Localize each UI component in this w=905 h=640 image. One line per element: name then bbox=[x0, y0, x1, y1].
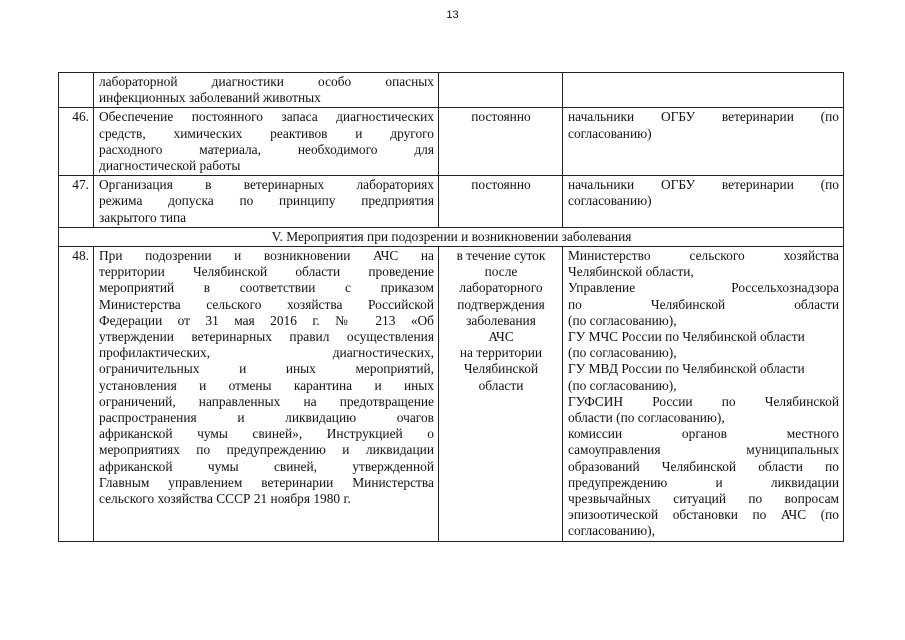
measure-cell bbox=[94, 247, 439, 542]
term-line: в течение суток bbox=[456, 248, 546, 264]
measure-line: расходного материала, необходимого для bbox=[99, 141, 434, 157]
responsible-line: согласованию) bbox=[568, 193, 652, 209]
measure-line: ограничений, направленных на предотвращение bbox=[99, 393, 434, 409]
responsible-line: по Челябинской области bbox=[568, 296, 839, 312]
term-line: на территории bbox=[459, 345, 543, 361]
responsible-line: области (по согласованию), bbox=[568, 410, 725, 426]
measure-line: Обеспечение постоянного запаса диагностических bbox=[99, 109, 434, 125]
measure-line: территории Челябинской области проведение bbox=[99, 264, 434, 280]
table-row-continuation bbox=[59, 73, 844, 108]
responsible-line: ГУ МВД России по Челябинской области bbox=[568, 361, 805, 377]
table-row bbox=[59, 108, 844, 176]
term-cell bbox=[439, 247, 563, 542]
measure-line: инфекционных заболеваний животных bbox=[99, 90, 321, 106]
term-line: подтверждения bbox=[457, 296, 545, 312]
measure-cell bbox=[94, 176, 439, 228]
responsible-line: ГУФСИН России по Челябинской bbox=[568, 393, 839, 409]
measure-cell bbox=[94, 73, 439, 108]
measure-line: сельского хозяйства СССР 21 ноября 1980 г. bbox=[99, 491, 351, 507]
term-line: области bbox=[478, 377, 524, 393]
measure-line: мероприятий в соответствии с приказом bbox=[99, 280, 434, 296]
measure-line: лабораторной диагностики особо опасных bbox=[99, 74, 434, 89]
row-number: 48. bbox=[59, 247, 94, 542]
responsible-line: (по согласованию), bbox=[568, 377, 677, 393]
responsible-line: Челябинской области, bbox=[568, 264, 694, 280]
responsible-line: начальники ОГБУ ветеринарии (по bbox=[568, 109, 839, 125]
term-line: Челябинской bbox=[463, 361, 539, 377]
responsible-line: Управление Россельхознадзора bbox=[568, 280, 839, 296]
responsible-line: эпизоотической обстановки по АЧС (по bbox=[568, 507, 839, 523]
section-header-row bbox=[59, 227, 844, 246]
measure-cell bbox=[94, 108, 439, 176]
term-line: лабораторного bbox=[459, 280, 543, 296]
responsible-line: начальники ОГБУ ветеринарии (по bbox=[568, 177, 839, 193]
responsible-line: согласованию), bbox=[568, 523, 655, 539]
measure-line: установления и отмены карантина и иных bbox=[99, 377, 434, 393]
term-cell: постоянно bbox=[439, 176, 563, 228]
responsible-cell bbox=[563, 176, 844, 228]
term-line: АЧС bbox=[488, 329, 514, 345]
measures-table bbox=[58, 72, 844, 542]
measure-line: Министерства сельского хозяйства Российской bbox=[99, 296, 434, 312]
term-line: после bbox=[484, 264, 518, 280]
term-cell: постоянно bbox=[439, 108, 563, 176]
responsible-line: чрезвычайных ситуаций по вопросам bbox=[568, 491, 839, 507]
table-row bbox=[59, 176, 844, 228]
row-number: 47. bbox=[59, 176, 94, 228]
measure-line: профилактических, диагностических, bbox=[99, 345, 434, 361]
responsible-line: (по согласованию), bbox=[568, 312, 677, 328]
responsible-cell bbox=[563, 247, 844, 542]
measure-line: ограничительных и иных мероприятий, bbox=[99, 361, 434, 377]
measure-line: средств, химических реактивов и другого bbox=[99, 125, 434, 141]
section-title: V. Мероприятия при подозрении и возникновении заболевания bbox=[59, 227, 844, 246]
responsible-line: образований Челябинской области по bbox=[568, 458, 839, 474]
row-number bbox=[59, 73, 94, 108]
measure-line: распространения и ликвидацию очагов bbox=[99, 410, 434, 426]
measure-line: режима допуска по принципу предприятия bbox=[99, 193, 434, 209]
measure-line: При подозрении и возникновении АЧС на bbox=[99, 248, 434, 264]
measure-line: Главным управлением ветеринарии Министерства bbox=[99, 474, 434, 490]
responsible-line: (по согласованию), bbox=[568, 345, 677, 361]
measure-line: Организация в ветеринарных лабораториях bbox=[99, 177, 434, 193]
responsible-line: комиссии органов местного bbox=[568, 426, 839, 442]
term-line: заболевания bbox=[466, 312, 536, 328]
measure-line: диагностической работы bbox=[99, 158, 241, 174]
responsible-cell bbox=[563, 108, 844, 176]
responsible-line: согласованию) bbox=[568, 125, 652, 141]
measure-line: закрытого типа bbox=[99, 209, 187, 225]
measure-line: мероприятиях по предупреждению и ликвидации bbox=[99, 442, 434, 458]
measure-line: африканской чумы свиней, утвержденной bbox=[99, 458, 434, 474]
responsible-line: самоуправления муниципальных bbox=[568, 442, 839, 458]
responsible-cell bbox=[563, 73, 844, 108]
measure-line: африканской чумы свиней», Инструкцией о bbox=[99, 426, 434, 442]
responsible-line: Министерство сельского хозяйства bbox=[568, 248, 839, 264]
responsible-line: предупреждению и ликвидации bbox=[568, 474, 839, 490]
row-number: 46. bbox=[59, 108, 94, 176]
term-cell bbox=[439, 73, 563, 108]
page-number: 13 bbox=[446, 9, 459, 21]
measure-line: утверждении ветеринарных правил осуществления bbox=[99, 329, 434, 345]
responsible-line: ГУ МЧС России по Челябинской области bbox=[568, 329, 805, 345]
table-row bbox=[59, 247, 844, 542]
measure-line: Федерации от 31 мая 2016 г. № 213 «Об bbox=[99, 312, 434, 328]
